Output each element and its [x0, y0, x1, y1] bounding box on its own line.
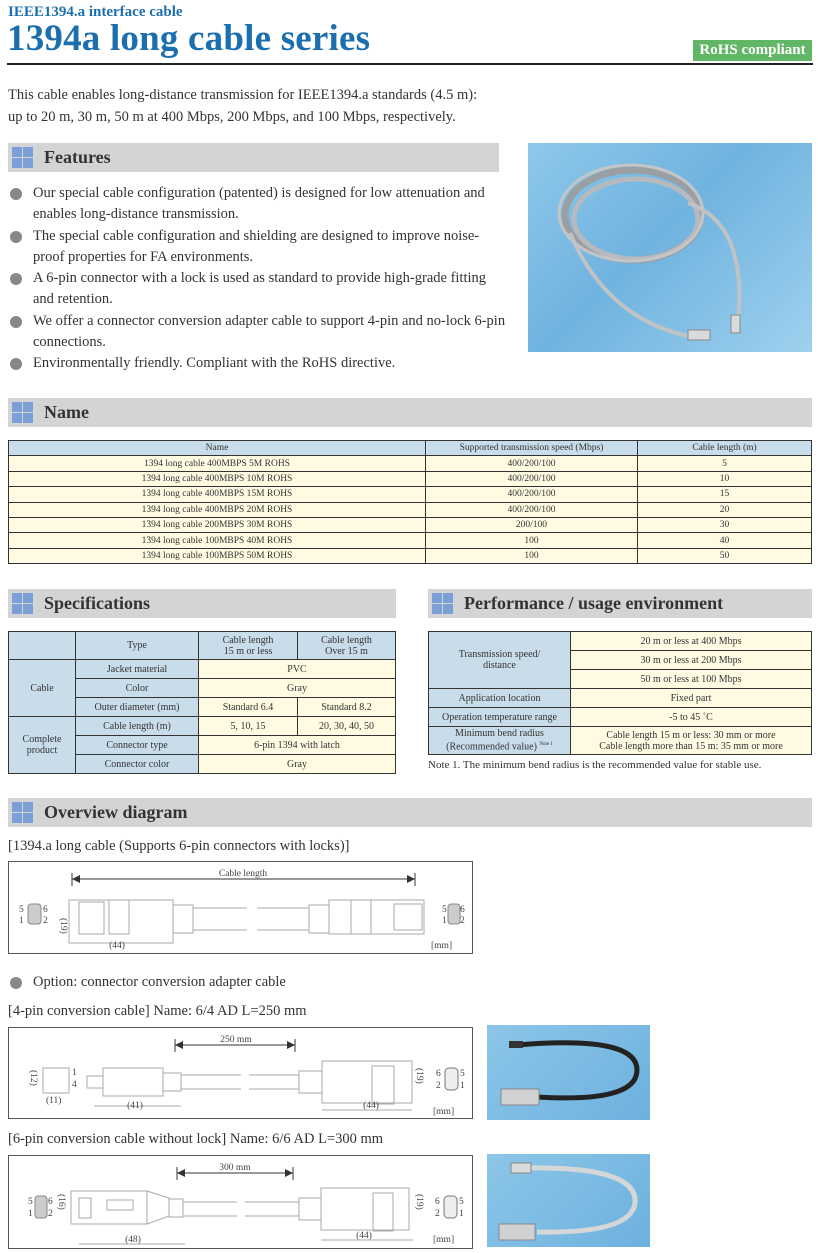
- cell: 1394 long cable 200MBPS 30M ROHS: [9, 517, 426, 532]
- section-grid-icon: [12, 402, 33, 423]
- svg-text:5: 5: [442, 905, 447, 915]
- feature-item: Environmentally friendly. Compliant with the RoHS directive.: [8, 353, 508, 374]
- svg-text:6: 6: [48, 1197, 53, 1207]
- svg-text:(19): (19): [58, 918, 68, 934]
- cell-line: product: [26, 745, 58, 756]
- adapter6-drawing: [9, 1156, 472, 1248]
- cell-line: [431, 739, 568, 752]
- cell: 5: [638, 456, 812, 471]
- svg-text:1: 1: [19, 916, 24, 926]
- cable-product-photo: [528, 143, 812, 352]
- cell: PVC: [199, 660, 396, 679]
- cell: 100: [426, 533, 638, 548]
- overview-heading: Overview diagram: [44, 802, 188, 822]
- performance-section-header: [428, 589, 812, 618]
- cell-line: Over 15 m: [325, 645, 368, 657]
- table-row: [9, 471, 812, 486]
- svg-text:2: 2: [48, 1209, 53, 1219]
- svg-text:(12): (12): [28, 1070, 38, 1086]
- adapter4-drawing: [9, 1028, 472, 1118]
- table-header-row: [9, 441, 812, 456]
- svg-text:(44): (44): [356, 1231, 372, 1241]
- cell: [571, 727, 812, 755]
- cell: [199, 632, 298, 660]
- cell: 1394 long cable 400MBPS 20M ROHS: [9, 502, 426, 517]
- row-label: Cable length (m): [76, 717, 199, 736]
- svg-text:[mm]: [mm]: [431, 941, 453, 951]
- cell-line: Minimum bend radius: [455, 728, 544, 740]
- table-row: [9, 517, 812, 532]
- row-label: Connector color: [76, 755, 199, 774]
- cell: 40: [638, 533, 812, 548]
- intro-line-1: This cable enables long-distance transmission for IEEE1394.a standards (4.5 m):: [8, 87, 478, 103]
- table-row: [429, 727, 812, 755]
- cell: 200/100: [426, 517, 638, 532]
- cell: Gray: [199, 679, 396, 698]
- svg-text:Cable length: Cable length: [218, 869, 268, 879]
- adapter6-photo: [487, 1154, 650, 1247]
- svg-text:6: 6: [460, 905, 465, 915]
- svg-text:(19): (19): [414, 1194, 424, 1210]
- cell: 50 m or less at 100 Mbps: [571, 670, 812, 689]
- cell: 400/200/100: [426, 456, 638, 471]
- row-label: Color: [76, 679, 199, 698]
- name-table: [8, 440, 812, 564]
- page-subtitle: IEEE1394.a interface cable: [8, 4, 183, 20]
- section-grid-icon: [432, 593, 453, 614]
- cell-line: Complete: [22, 734, 62, 745]
- name-section-header: [8, 398, 812, 427]
- coiled-cable-image: [528, 143, 812, 352]
- svg-text:1: 1: [459, 1209, 464, 1219]
- cell: 10: [638, 471, 812, 486]
- svg-text:6: 6: [435, 1197, 440, 1207]
- cell: [298, 632, 396, 660]
- svg-text:1: 1: [460, 1081, 465, 1091]
- overview-section-header: [8, 798, 812, 827]
- table-header-row: [9, 632, 396, 660]
- gray-adapter-cable-image: [487, 1154, 650, 1247]
- column-header: Supported transmission speed (Mbps): [426, 441, 638, 456]
- row-label: Operation temperature range: [429, 708, 571, 727]
- svg-text:(11): (11): [46, 1096, 62, 1106]
- cell: 20 m or less at 400 Mbps: [571, 632, 812, 651]
- table-row: [9, 487, 812, 502]
- cell: 1394 long cable 100MBPS 40M ROHS: [9, 533, 426, 548]
- svg-text:5: 5: [19, 905, 24, 915]
- cell: Standard 6.4: [199, 698, 298, 717]
- cell-line: distance: [483, 660, 516, 671]
- cell: 1394 long cable 400MBPS 15M ROHS: [9, 487, 426, 502]
- cell: 100: [426, 548, 638, 563]
- cell: 15: [638, 487, 812, 502]
- row-label: Jacket material: [76, 660, 199, 679]
- features-section-header: [8, 143, 499, 172]
- adapter4-diagram: [8, 1027, 473, 1119]
- section-grid-icon: [12, 147, 33, 168]
- svg-text:4: 4: [72, 1080, 77, 1090]
- table-row: [429, 689, 812, 708]
- cable-drawing: [9, 862, 472, 953]
- cell-line: Cable length 15 m or less: 30 mm or more: [606, 729, 776, 741]
- intro-text: [8, 84, 528, 128]
- bend-radius-note: Note 1. The minimum bend radius is the recommended value for stable use.: [428, 759, 762, 771]
- cell-line: Transmission speed/: [458, 649, 541, 660]
- feature-item: The special cable configuration and shielding are designed to improve noise-proof properties for FA environments.: [8, 226, 508, 269]
- cell: 50: [638, 548, 812, 563]
- svg-text:(19): (19): [414, 1068, 424, 1084]
- cell-text: (Recommended value): [446, 741, 537, 753]
- intro-line-2: up to 20 m, 30 m, 50 m at 400 Mbps, 200 Mbps, and 100 Mbps, respectively.: [8, 109, 456, 125]
- option-list: [8, 972, 286, 993]
- table-row: [429, 708, 812, 727]
- feature-item: We offer a connector conversion adapter cable to support 4-pin and no-lock 6-pin connections.: [8, 311, 508, 354]
- cell-line: Cable length more than 15 m: 35 mm or more: [599, 740, 783, 752]
- adapter4-caption: [4-pin conversion cable] Name: 6/4 AD L=250 mm: [8, 1003, 307, 1019]
- main-cable-diagram: [8, 861, 473, 954]
- section-grid-icon: [12, 802, 33, 823]
- adapter4-photo: [487, 1025, 650, 1120]
- column-header: Name: [9, 441, 426, 456]
- row-label: [429, 632, 571, 689]
- cell-line: 15 m or less: [223, 645, 273, 657]
- name-heading: Name: [44, 402, 89, 422]
- svg-text:2: 2: [43, 916, 48, 926]
- table-row: [429, 632, 812, 651]
- adapter6-diagram: [8, 1155, 473, 1249]
- cell: 400/200/100: [426, 502, 638, 517]
- cell: 20, 30, 40, 50: [298, 717, 396, 736]
- cell: -5 to 45 ˚C: [571, 708, 812, 727]
- cell: 30 m or less at 200 Mbps: [571, 651, 812, 670]
- row-label: [429, 727, 571, 755]
- svg-text:1: 1: [28, 1209, 33, 1219]
- svg-text:(41): (41): [127, 1101, 143, 1111]
- specifications-heading: Specifications: [44, 593, 150, 613]
- svg-text:5: 5: [460, 1069, 465, 1079]
- cell: 6-pin 1394 with latch: [199, 736, 396, 755]
- table-row: [9, 717, 396, 736]
- svg-text:6: 6: [43, 905, 48, 915]
- rohs-badge: RoHS compliant: [693, 40, 812, 61]
- performance-heading: Performance / usage environment: [464, 593, 724, 613]
- svg-text:1: 1: [72, 1068, 77, 1078]
- cell: [9, 632, 76, 660]
- svg-text:1: 1: [442, 916, 447, 926]
- row-group-label: Cable: [9, 660, 76, 717]
- cell: 30: [638, 517, 812, 532]
- svg-text:5: 5: [459, 1197, 464, 1207]
- specifications-table: [8, 631, 396, 774]
- table-row: [9, 502, 812, 517]
- table-row: [9, 548, 812, 563]
- cell: Type: [76, 632, 199, 660]
- row-group-label: [9, 717, 76, 774]
- cell: Fixed part: [571, 689, 812, 708]
- svg-text:[mm]: [mm]: [433, 1107, 455, 1117]
- section-grid-icon: [12, 593, 33, 614]
- svg-text:[mm]: [mm]: [433, 1235, 455, 1245]
- svg-text:(16): (16): [56, 1194, 66, 1210]
- cell: 1394 long cable 400MBPS 10M ROHS: [9, 471, 426, 486]
- features-list: [8, 183, 508, 375]
- svg-text:2: 2: [460, 916, 465, 926]
- svg-text:2: 2: [436, 1081, 441, 1091]
- svg-text:(48): (48): [125, 1235, 141, 1245]
- black-adapter-cable-image: [487, 1025, 650, 1120]
- cell: 400/200/100: [426, 471, 638, 486]
- performance-table: [428, 631, 812, 755]
- cell-line: Cable length: [321, 634, 372, 646]
- svg-text:(44): (44): [109, 941, 125, 951]
- svg-text:(44): (44): [363, 1101, 379, 1111]
- cell: 1394 long cable 400MBPS 5M ROHS: [9, 456, 426, 471]
- svg-text:6: 6: [436, 1069, 441, 1079]
- title-divider: [7, 63, 813, 65]
- svg-text:5: 5: [28, 1197, 33, 1207]
- svg-text:2: 2: [435, 1209, 440, 1219]
- row-label: Outer diameter (mm): [76, 698, 199, 717]
- svg-text:300 mm: 300 mm: [219, 1163, 251, 1173]
- cell: Standard 8.2: [298, 698, 396, 717]
- row-label: Application location: [429, 689, 571, 708]
- svg-text:250 mm: 250 mm: [220, 1035, 252, 1045]
- table-row: [9, 533, 812, 548]
- cell-line: Cable length: [222, 634, 274, 646]
- feature-item: A 6-pin connector with a lock is used as standard to provide high-grade fitting and retention.: [8, 268, 508, 311]
- footnote-ref: Note 1: [539, 742, 553, 748]
- cell: 20: [638, 502, 812, 517]
- cell: 400/200/100: [426, 487, 638, 502]
- cell: 1394 long cable 100MBPS 50M ROHS: [9, 548, 426, 563]
- cell: 5, 10, 15: [199, 717, 298, 736]
- table-row: [9, 660, 396, 679]
- specifications-section-header: [8, 589, 396, 618]
- option-item: Option: connector conversion adapter cable: [8, 972, 286, 993]
- row-label: Connector type: [76, 736, 199, 755]
- adapter6-caption: [6-pin conversion cable without lock] Name: 6/6 AD L=300 mm: [8, 1131, 384, 1147]
- column-header: Cable length (m): [638, 441, 812, 456]
- page-title: 1394a long cable series: [7, 18, 371, 59]
- cell: Gray: [199, 755, 396, 774]
- feature-item: Our special cable configuration (patented) is designed for low attenuation and enables long-distance transmission.: [8, 183, 508, 226]
- main-cable-caption: [1394.a long cable (Supports 6-pin connectors with locks)]: [8, 838, 350, 854]
- table-row: [9, 456, 812, 471]
- features-heading: Features: [44, 147, 111, 167]
